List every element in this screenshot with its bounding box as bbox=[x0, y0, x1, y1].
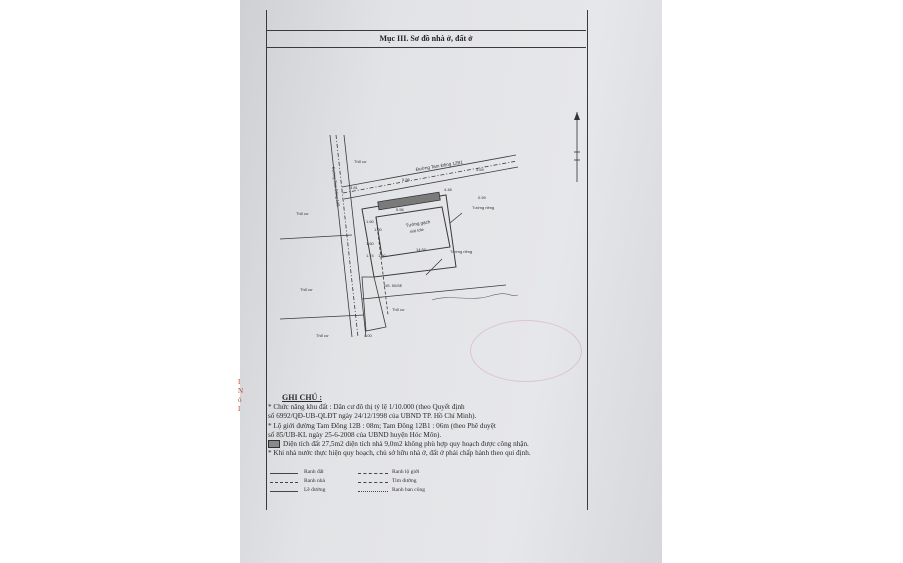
red-stamp-fragment: I N ỏ I bbox=[238, 378, 244, 413]
wall-label-2: Tường riêng bbox=[450, 249, 473, 254]
leader-2 bbox=[450, 213, 462, 223]
neighbor-label-4: Thổ cư bbox=[316, 333, 329, 338]
background-right bbox=[662, 0, 903, 563]
dim-7: 1.60 bbox=[366, 219, 374, 224]
balcony-hatch bbox=[378, 192, 440, 210]
lower-lot bbox=[362, 277, 386, 331]
dim-8: 1.60 bbox=[366, 241, 374, 246]
dim-12: 1.00 bbox=[374, 227, 382, 232]
street-top-label: Đường Tam Đông 12B1 bbox=[415, 159, 464, 172]
north-arrow bbox=[572, 112, 582, 182]
dim-11: 4.00 bbox=[364, 333, 372, 338]
dim-9: 1.74 bbox=[366, 253, 374, 258]
note-line-6: * Khi nhà nước thực hiện quy hoạch, chủ sở hữu nhà ở, đất ở phải chấp hành theo qui định. bbox=[268, 449, 531, 458]
signature-scribble bbox=[430, 292, 520, 304]
dim-5: 4.48 bbox=[444, 187, 452, 192]
note-line-1: * Chức năng khu đất : Dân cư đô thị tỷ lệ 1/10.000 (theo Quyết định bbox=[268, 403, 465, 412]
notes-heading: GHI CHÚ : bbox=[282, 393, 322, 402]
dim-3: 4.69 bbox=[476, 167, 484, 172]
note-line-5-text: Diện tích đất 27,5m2 diện tích nhà 9,0m2 không phù hợp quy hoạch được công nhận. bbox=[283, 440, 529, 449]
dim-1: 3.81 bbox=[350, 185, 358, 190]
leader-1 bbox=[426, 259, 442, 275]
street-left-label: Đường Tam Đông 12B bbox=[331, 166, 341, 207]
dim-2: 5.56 bbox=[402, 177, 410, 182]
dim-6: 14.50 bbox=[416, 247, 427, 252]
lot-number: NS: 50/5E bbox=[384, 283, 403, 288]
faded-seal bbox=[470, 320, 582, 382]
note-line-3: * Lộ giới đường Tam Đông 12B : 08m; Tam Đông 12B1 : 06m (theo Phê duyệt bbox=[268, 421, 496, 430]
house-label-1: Tường gạch bbox=[405, 219, 431, 228]
dim-13: 0.59 bbox=[478, 195, 486, 200]
house-label-2: mái tole bbox=[409, 226, 424, 234]
note-line-4: số 85/UB-KL ngày 25-6-2008 của UBND huyện Hóc Môn). bbox=[268, 430, 442, 439]
note-line-2: số 6992/QĐ-UB-QLĐT ngày 24/12/1998 của UBND TP. Hồ Chí Minh). bbox=[268, 412, 477, 421]
neighbor-label-2: Thổ cư bbox=[296, 211, 309, 216]
background-left bbox=[0, 0, 240, 563]
note-line-5 bbox=[268, 440, 586, 449]
area-swatch bbox=[268, 440, 280, 448]
dim-10: 1.60 bbox=[378, 253, 386, 258]
dim-4: 5.56 bbox=[396, 207, 404, 212]
notes-section bbox=[266, 393, 586, 458]
section-title: Mục III. Sơ đồ nhà ở, đất ở bbox=[266, 30, 586, 48]
left-line-2 bbox=[280, 315, 364, 319]
top-road-edge-1 bbox=[342, 155, 516, 187]
neighbor-label-3: Thổ cư bbox=[300, 287, 313, 292]
wall-label-1: Tường riêng bbox=[472, 205, 495, 210]
neighbor-label-5: Thổ cư bbox=[392, 307, 405, 312]
neighbor-label-1: Thổ cư bbox=[354, 159, 367, 164]
